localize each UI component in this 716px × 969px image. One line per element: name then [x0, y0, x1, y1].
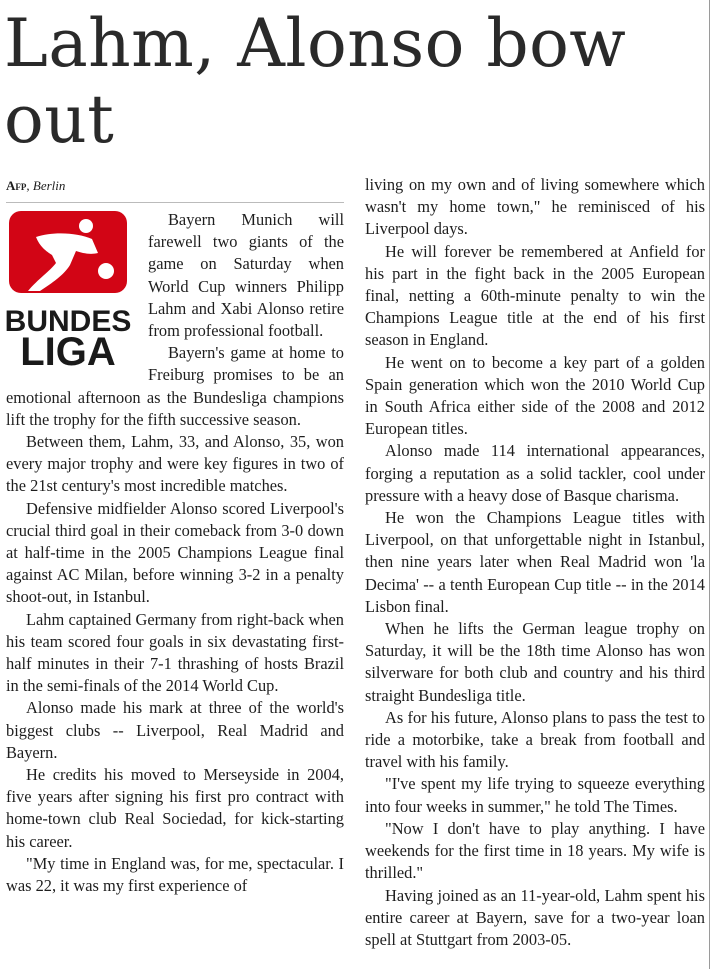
paragraph-left-3: Between them, Lahm, 33, and Alonso, 35, won every major trophy and were key figures in two of the 21st century's most incredible matches. — [6, 432, 344, 496]
paragraph-left-4: Defensive midfielder Alonso scored Liverpool's crucial third goal in their comeback from 3-0 down at half-time in the 2005 Champions League final against AC Milan, before winning 3-2 in a penalty shoot-out, in Istanbul. — [6, 498, 344, 607]
paragraph-right-2: He will forever be remembered at Anfield for his part in the fight back in the 2005 European final, netting a 60th-minute penalty to win the Champions League title at the end of his first season in England. — [365, 241, 705, 350]
paragraph-right-5: He won the Champions League titles with Liverpool, on that unforgettable night in Istanbul, then nine years later when Real Madrid won 'la Decima' -- a tenth European Cup title -- in the 2014 Lisbon final. — [365, 508, 705, 616]
byline-divider — [6, 202, 344, 203]
bundesliga-logo — [6, 209, 134, 367]
bundesliga-logo-graphic — [6, 209, 134, 367]
paragraph-left-6: Alonso made his mark at three of the world's biggest clubs -- Liverpool, Real Madrid and Bayern. — [6, 698, 344, 762]
paragraph-right-4: Alonso made 114 international appearances, forging a reputation as a solid tackler, cool under pressure with a heavy dose of Basque charisma. — [365, 441, 705, 505]
logo-text-line2: LIGA — [20, 330, 116, 367]
paragraph-right-1: living on my own and of living somewhere which wasn't my home town," he reminisced of his Liverpool days. — [365, 175, 705, 239]
paragraph-left-5: Lahm captained Germany from right-back when his team scored four goals in six devastating first-half minutes in their 7-1 thrashing of hosts Brazil in the semi-finals of the 2014 World Cup. — [6, 609, 344, 696]
logo-text-line1: BUNDES — [6, 305, 132, 338]
column-rule — [709, 0, 710, 969]
paragraph-left-1: Bayern Munich will farewell two giants of the game on Saturday when World Cup winners Philipp Lahm and Xabi Alonso retire from professional football. — [148, 210, 344, 341]
paragraph-right-9: "Now I don't have to play anything. I have weekends for the first time in 18 years. My wife is thrilled." — [365, 818, 705, 883]
paragraph-right-10: Having joined as an 11-year-old, Lahm spent his entire career at Bayern, save for a two-year loan spell at Stuttgart from 2003-05. — [365, 885, 705, 949]
byline: Afp, Berlin — [6, 178, 66, 193]
paragraph-right-8: "I've spent my life trying to squeeze everything into four weeks in summer," he told The Times. — [365, 774, 705, 816]
paragraph-left-2: Bayern's game at home to Freiburg promises to be an emotional afternoon as the Bundesliga champions lift the trophy for the fifth successive season. — [6, 343, 344, 429]
byline-place: Berlin — [32, 178, 66, 193]
paragraph-right-7: As for his future, Alonso plans to pass the test to ride a motorbike, take a break from football and travel with his family. — [365, 707, 705, 772]
paragraph-right-6: When he lifts the German league trophy on Saturday, it will be the 18th time Alonso has won silverware for both club and country and his third straight Bundesliga title. — [365, 619, 705, 705]
article-column-left — [6, 174, 344, 897]
paragraph-left-7: He credits his moved to Merseyside in 2004, five years after signing his first pro contract with home-town club Real Sociedad, for kick-starting his career. — [6, 765, 344, 851]
paragraph-left-8: "My time in England was, for me, spectacular. I was 22, it was my first experience of — [6, 853, 344, 896]
article-column-right — [365, 174, 705, 951]
headline: Lahm, Alonso bow out — [4, 5, 627, 158]
paragraph-right-3: He went on to become a key part of a golden Spain generation which won the 2010 World Cup in South Africa either side of the 2008 and 2012 European titles. — [365, 352, 705, 439]
byline-agency: Afp — [6, 178, 27, 193]
